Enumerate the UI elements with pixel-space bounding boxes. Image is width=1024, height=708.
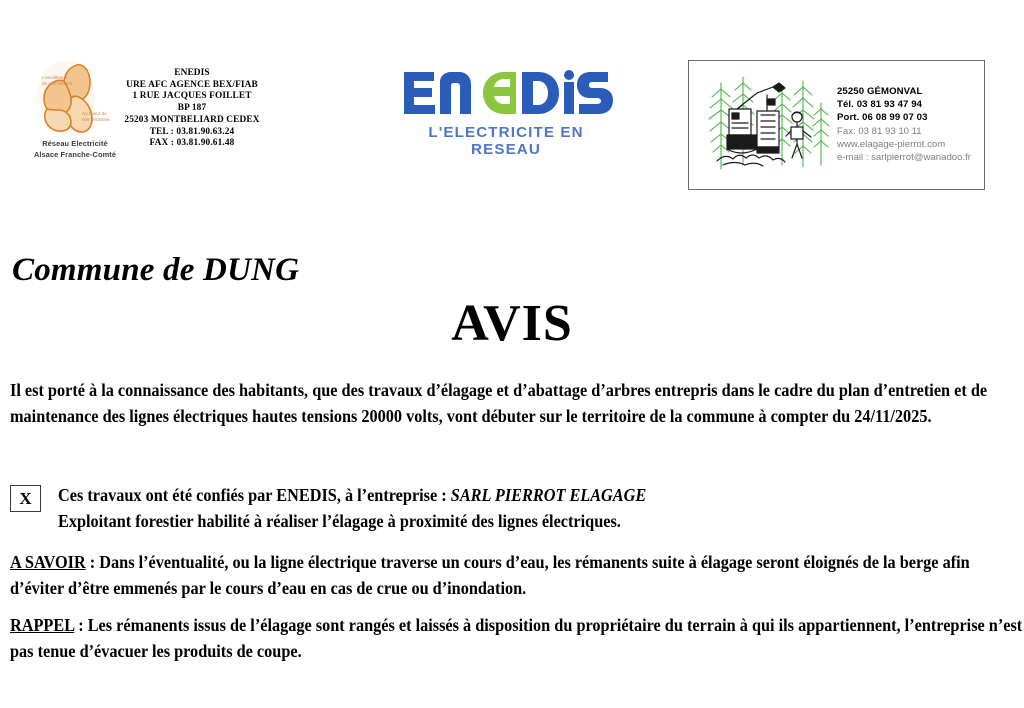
region-logo-caption-line2: Alsace Franche-Comté	[33, 149, 117, 159]
assignment-line1-prefix: Ces travaux ont été confiés par ENEDIS, à l’entreprise :	[58, 485, 451, 505]
rappel-label: RAPPEL	[10, 615, 75, 635]
logo-inner-text-metiers: de nos métiers	[42, 81, 73, 86]
enedis-address-line-3: 1 RUE JACQUES FOILLET	[132, 91, 252, 102]
contractor-fax: Fax. 03 81 93 10 11	[837, 125, 922, 137]
logo-inner-text-coeur: Au coeur de	[82, 111, 107, 116]
contractor-tel: Tél. 03 81 93 47 94	[837, 99, 923, 111]
rappel-body: : Les rémanents issus de l’élagage sont rangés et laissés à disposition du propriétaire du terrain à qui ils appartiennent, l’entreprise n’est pas tenue d’évacuer les produits de coupe.	[10, 615, 1023, 661]
contractor-contact-details	[837, 85, 987, 164]
contractor-mobile: Port. 06 08 99 07 03	[837, 112, 928, 124]
enedis-address-line-2: URE AFC AGENCE BEX/FIAB	[126, 79, 258, 90]
contractor-email[interactable]: e-mail : sarlpierrot@wanadoo.fr	[837, 152, 971, 164]
savoir-paragraph	[10, 550, 1024, 601]
savoir-label: A SAVOIR	[10, 552, 86, 572]
assignment-line2: Exploitant forestier habilité à réaliser l’élagage à proximité des lignes électriques.	[58, 510, 621, 531]
page-title: AVIS	[451, 295, 573, 352]
intro-paragraph: Il est porté à la connaissance des habitants, que des travaux d’élagage et d’abattage d’arbres entrepris dans le cadre du plan d’entretien et de maintenance des lignes électriques hautes tensions 20000 volts, vont débuter sur le territoire de la commune à compter du 24/11/2025.	[10, 380, 988, 426]
contractor-company-name: SARL PIERROT ELAGAGE	[450, 485, 647, 505]
enedis-wordmark-icon	[398, 68, 614, 124]
document-header	[0, 0, 1024, 210]
enedis-address-block	[112, 68, 272, 150]
enedis-tagline: L'ELECTRICITE EN RESEAU	[428, 124, 584, 158]
enedis-address-line-5: 25203 MONTBELIARD CEDEX	[124, 114, 260, 125]
enedis-address-line-7: FAX : 03.81.90.61.48	[149, 138, 235, 149]
forest-harvester-icon	[699, 65, 831, 185]
logo-inner-text-excellence: L'excellence	[42, 75, 68, 80]
rappel-paragraph	[10, 613, 1024, 664]
region-logo-caption-line1: Réseau Electricité	[42, 139, 108, 148]
assignment-text	[58, 483, 993, 534]
savoir-body: : Dans l’éventualité, ou la ligne électrique traverse un cours d’eau, les rémanents suite à élagage seront éloignés de la berge afin d’éviter d’être emmenés par le cours d’eau en cas de crue ou d’inondation.	[10, 552, 970, 598]
logo-inner-text-territoires: nos territoires	[82, 117, 110, 122]
contractor-info-box	[688, 60, 985, 190]
contractor-website[interactable]: www.elagage-pierrot.com	[837, 138, 946, 150]
assignment-checkbox[interactable]: X	[10, 485, 41, 512]
contractor-city: 25250 GÉMONVAL	[837, 86, 923, 97]
commune-heading: Commune de DUNG	[12, 252, 300, 288]
enedis-address-line-1: ENEDIS	[174, 68, 210, 78]
enedis-address-line-6: TEL : 03.81.90.63.24	[149, 126, 235, 137]
enedis-address-line-4: BP 187	[177, 103, 207, 114]
enedis-logo	[398, 68, 614, 158]
